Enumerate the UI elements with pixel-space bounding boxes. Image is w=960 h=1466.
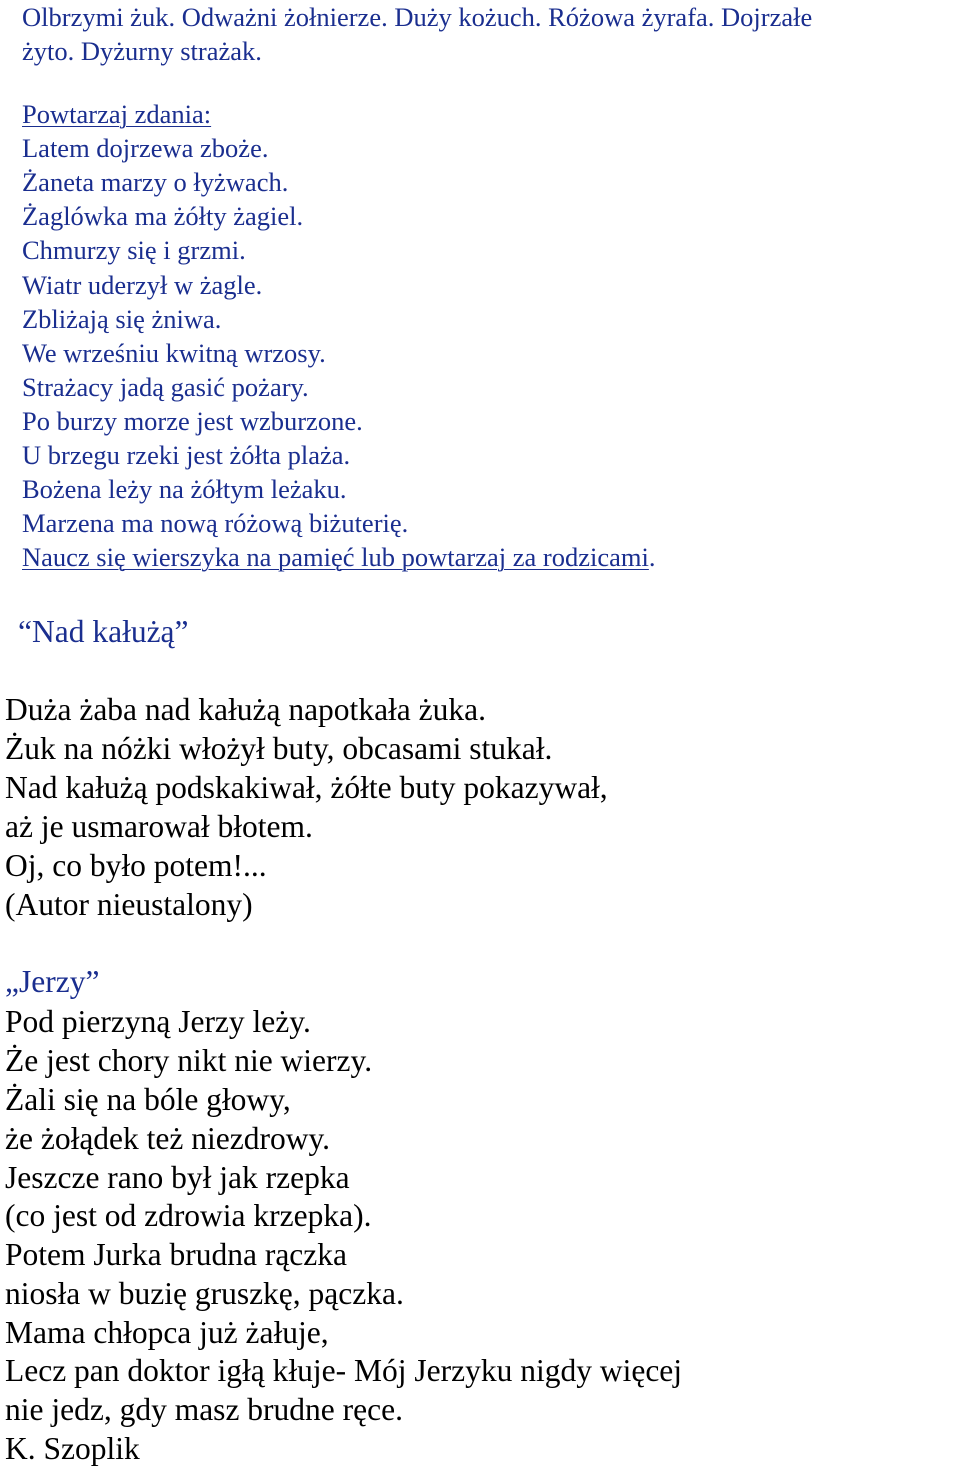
- poem-line: Jeszcze rano był jak rzepka: [5, 1160, 350, 1195]
- sentence-item: Żaglówka ma żółty żagiel.: [22, 201, 304, 231]
- poem-title-nad-kaluza: [18, 616, 189, 648]
- poem-line: aż je usmarował błotem.: [5, 809, 313, 844]
- poem-line: niosła w buzię gruszkę, pączka.: [5, 1276, 404, 1311]
- quote-close: ”: [85, 964, 100, 999]
- poem-line: Mama chłopca już żałuje,: [5, 1315, 329, 1350]
- sentence-item: Żaneta marzy o łyżwach.: [22, 167, 289, 197]
- instruction-text: Naucz się wierszyka na pamięć lub powtarzaj za rodzicami: [22, 542, 649, 572]
- poem-title-text: Jerzy: [18, 964, 86, 999]
- instruction-period: .: [648, 542, 656, 572]
- poem-line: Żali się na bóle głowy,: [5, 1082, 291, 1117]
- poem-author: (Autor nieustalony): [5, 887, 253, 922]
- poem-line: Że jest chory nikt nie wierzy.: [5, 1043, 373, 1078]
- quote-open: “: [18, 614, 32, 649]
- sentence-item: Marzena ma nową różową biżuterię.: [22, 508, 409, 538]
- quote-close: ”: [174, 614, 189, 649]
- sentence-item: Bożena leży na żółtym leżaku.: [22, 474, 347, 504]
- poem-line: Nad kałużą podskakiwał, żółte buty pokazywał,: [5, 770, 608, 805]
- intro-line-2: żyto. Dyżurny strażak.: [22, 36, 262, 66]
- poem-line: Żuk na nóżki włożył buty, obcasami stukał.: [5, 731, 553, 766]
- poem-title-text: Nad kałużą: [31, 614, 175, 649]
- sentence-item: Latem dojrzewa zboże.: [22, 133, 269, 163]
- instruction-line: [22, 544, 656, 571]
- intro-line-1: Olbrzymi żuk. Odważni żołnierze. Duży kożuch. Różowa żyrafa. Dojrzałe: [22, 2, 813, 32]
- sentence-item: Wiatr uderzył w żagle.: [22, 270, 263, 300]
- poem-line: Duża żaba nad kałużą napotkała żuka.: [5, 692, 486, 727]
- poem-line: Oj, co było potem!...: [5, 848, 267, 883]
- sentence-item: Strażacy jadą gasić pożary.: [22, 372, 309, 402]
- quote-open: „: [5, 964, 19, 999]
- poem-line: Pod pierzyną Jerzy leży.: [5, 1004, 311, 1039]
- sentence-item: Po burzy morze jest wzburzone.: [22, 406, 363, 436]
- sentences-heading: Powtarzaj zdania:: [22, 99, 212, 129]
- poem-line: Lecz pan doktor igłą kłuje- Mój Jerzyku nigdy więcej: [5, 1353, 683, 1388]
- sentence-item: U brzegu rzeki jest żółta plaża.: [22, 440, 351, 470]
- sentence-item: Zbliżają się żniwa.: [22, 304, 222, 334]
- poem-title-jerzy: [5, 966, 99, 998]
- sentence-item: Chmurzy się i grzmi.: [22, 235, 246, 265]
- poem-line: (co jest od zdrowia krzepka).: [5, 1198, 372, 1233]
- sentence-item: We wrześniu kwitną wrzosy.: [22, 338, 326, 368]
- poem-line: nie jedz, gdy masz brudne ręce.: [5, 1392, 403, 1427]
- poem-line: że żołądek też niezdrowy.: [5, 1121, 331, 1156]
- poem-line: Potem Jurka brudna rączka: [5, 1237, 347, 1272]
- poem-author: K. Szoplik: [5, 1431, 140, 1466]
